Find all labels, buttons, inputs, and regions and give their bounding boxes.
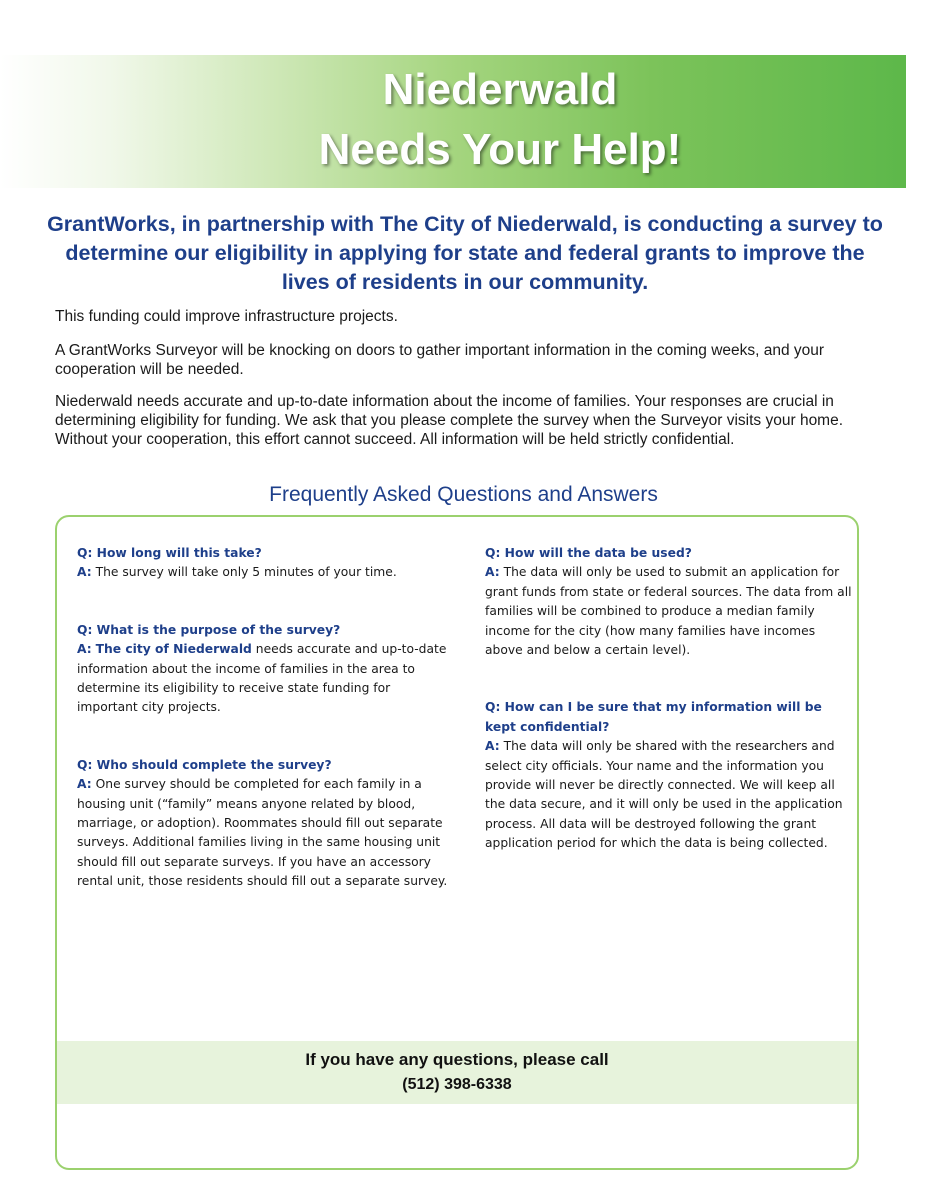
intro-paragraph-3: Niederwald needs accurate and up-to-date information about the income of families. Your responses are crucial in determining eligibility for funding. We ask that you please complete the survey when the Surveyor visits your home. Without your cooperation, this effort cannot succeed. All information will be held strictly confidential. xyxy=(55,393,844,448)
answer-label: A: xyxy=(485,739,500,754)
faq-answer-text: The data will only be shared with the researchers and select city officials. Your name and the information you provide will never be directly connected. We will keep all the data secure, and it will only be used in the application process. All data will be destroyed following the grant application period for which the data is being collected. xyxy=(485,739,843,851)
faq-item xyxy=(485,544,855,660)
faq-answer xyxy=(77,775,449,891)
faq-answer-emphasis: The city of Niederwald xyxy=(95,642,252,657)
faq-answer xyxy=(77,563,449,582)
banner-title-line-2: Needs Your Help! xyxy=(318,125,682,174)
contact-phone: (512) 398-6338 xyxy=(402,1076,512,1093)
faq-question: Q: Who should complete the survey? xyxy=(77,757,332,772)
banner-title-line-1: Niederwald xyxy=(382,65,618,114)
faq-answer-text: One survey should be completed for each family in a housing unit (“family” means anyone related by blood, marriage, or adoption). Roommates should fill out separate surveys. Additional families living in the same housing unit should fill out separate surveys. If you have an accessory rental unit, those residents should fill out a separate survey. xyxy=(77,777,448,889)
faq-column-left xyxy=(77,544,449,930)
answer-label: A: xyxy=(77,777,92,792)
faq-question: Q: How will the data be used? xyxy=(485,546,692,560)
faq-answer-text: The survey will take only 5 minutes of your time. xyxy=(95,565,397,580)
contact-prompt: If you have any questions, please call xyxy=(305,1050,609,1069)
intro-paragraph-1: This funding could improve infrastructure projects. xyxy=(55,308,398,325)
faq-answer xyxy=(485,563,855,660)
faq-item xyxy=(485,698,855,853)
faq-question: Q: How can I be sure that my information will be kept confidential? xyxy=(485,700,822,734)
faq-box xyxy=(55,515,859,1170)
answer-label: A: xyxy=(485,565,500,580)
headline: GrantWorks, in partnership with The City of Niederwald, is conducting a survey to determine our eligibility in applying for state and federal grants to improve the lives of residents in our community. xyxy=(47,212,883,294)
answer-label: A: xyxy=(77,642,92,657)
faq-item xyxy=(77,544,449,583)
faq-answer xyxy=(485,737,855,853)
title-banner xyxy=(0,55,906,188)
faq-title: Frequently Asked Questions and Answers xyxy=(269,483,658,506)
intro-paragraph-2: A GrantWorks Surveyor will be knocking on doors to gather important information in the coming weeks, and your cooperation will be needed. xyxy=(55,342,825,378)
faq-question: Q: How long will this take? xyxy=(77,546,262,560)
contact-band xyxy=(57,1041,857,1104)
faq-answer-text: The data will only be used to submit an application for grant funds from state or federal sources. The data from all families will be combined to produce a median family income for the city (how many families have incomes above and below a certain level). xyxy=(485,565,852,658)
faq-column-right xyxy=(485,544,855,892)
faq-question: Q: What is the purpose of the survey? xyxy=(77,622,341,637)
answer-label: A: xyxy=(77,565,92,580)
faq-item xyxy=(77,756,449,892)
faq-answer-text: needs accurate and up-to-date information about the income of families in the area to determine its eligibility to receive state funding for important city projects. xyxy=(77,642,447,715)
faq-answer xyxy=(77,640,449,718)
faq-item xyxy=(77,621,449,718)
